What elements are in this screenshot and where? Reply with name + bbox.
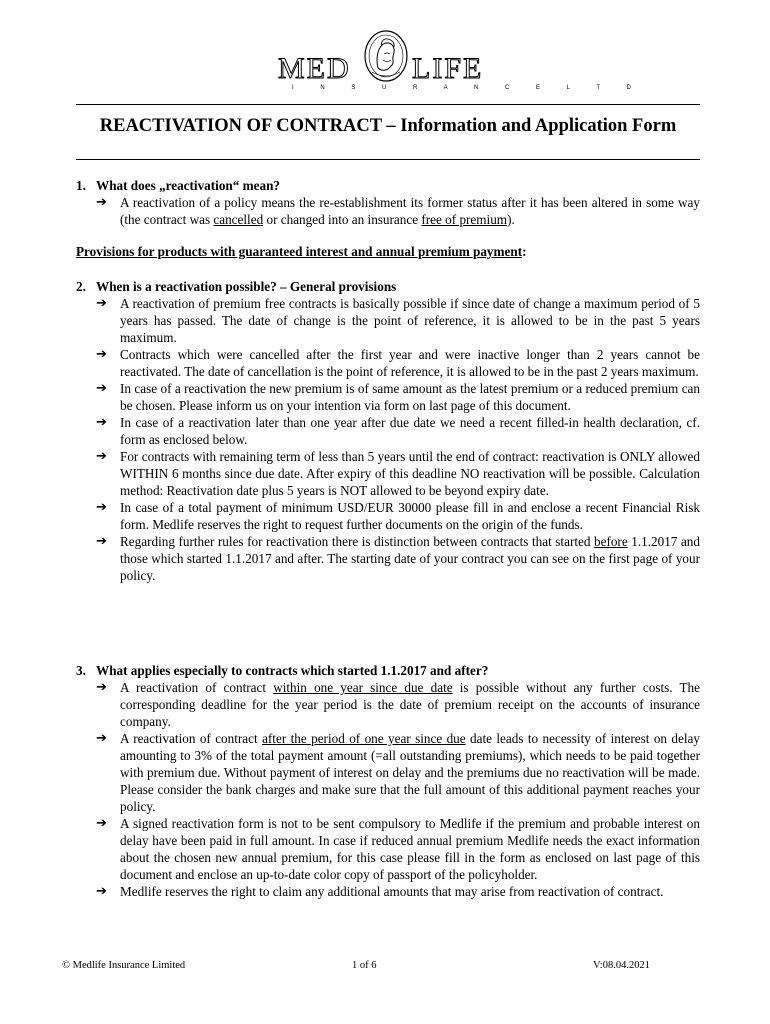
text-span: is possible without any further costs. The corresponding deadline for the year period is the date of premium receipt on the accounts of insurance company. bbox=[120, 680, 700, 729]
section-3-title: What applies especially to contracts which started 1.1.2017 and after? bbox=[96, 663, 489, 678]
provisions-text: Provisions for products with guaranteed interest and annual premium payment bbox=[76, 244, 523, 259]
list-item bbox=[76, 679, 700, 730]
list-item bbox=[76, 533, 700, 584]
provisions-heading bbox=[76, 243, 700, 260]
section-1-title: What does „reactivation“ mean? bbox=[96, 178, 281, 193]
text-span: A reactivation of a policy means the re-establishment its former status after it has been altered in some way (the contract was bbox=[120, 195, 700, 227]
text-span: Contracts which were cancelled after the first year and were inactive longer than 2 years cannot be reactivated. The date of cancellation is the point of reference, it is allowed to be in the past 2 years maximum. bbox=[120, 347, 700, 379]
text-span: A reactivation of contract bbox=[120, 731, 263, 746]
text-span: ). bbox=[507, 212, 515, 227]
text-span: A reactivation of contract bbox=[120, 680, 274, 695]
footer-version: V:08.04.2021 bbox=[593, 960, 650, 971]
list-item bbox=[76, 730, 700, 815]
logo-tagline: I N S U R A N C E L T D bbox=[292, 85, 644, 91]
underlined-text: before bbox=[594, 534, 628, 549]
section-1 bbox=[76, 177, 700, 228]
text-span: Medlife reserves the right to claim any additional amounts that may arise from reactivation of contract. bbox=[120, 884, 664, 899]
header-rule-bottom bbox=[76, 159, 700, 160]
list-item bbox=[76, 380, 700, 414]
list-item bbox=[76, 815, 700, 883]
arrow-right-icon: ➔ bbox=[96, 449, 107, 464]
arrow-right-icon: ➔ bbox=[96, 381, 107, 396]
text-span: For contracts with remaining term of less than 5 years until the end of contract: reactivation is ONLY allowed WITHIN 6 months since due date. After expiry of this deadline NO reactivation will be possible. Calculation method: Reactivation date plus 5 years is NOT allowed to be beyond expiry date. bbox=[120, 449, 700, 498]
arrow-right-icon: ➔ bbox=[96, 195, 107, 210]
text-span: or changed into an insurance bbox=[263, 212, 422, 227]
logo-text-right: LIFE bbox=[412, 52, 484, 85]
section-2 bbox=[76, 278, 700, 584]
text-span: Regarding further rules for reactivation there is distinction between contracts that started bbox=[120, 534, 594, 549]
underlined-text: within one year since due date bbox=[273, 680, 453, 695]
arrow-right-icon: ➔ bbox=[96, 534, 107, 549]
underlined-text: free of premium bbox=[421, 212, 508, 227]
section-3-heading bbox=[76, 662, 700, 679]
section-1-number: 1. bbox=[76, 178, 86, 193]
list-item bbox=[76, 194, 700, 228]
arrow-right-icon: ➔ bbox=[96, 816, 107, 831]
list-item bbox=[76, 448, 700, 499]
underlined-text: after the period of one year since due bbox=[262, 731, 466, 746]
section-2-title: When is a reactivation possible? – General provisions bbox=[96, 279, 397, 294]
medlife-logo bbox=[276, 28, 644, 96]
list-item bbox=[76, 499, 700, 533]
arrow-right-icon: ➔ bbox=[96, 731, 107, 746]
arrow-right-icon: ➔ bbox=[96, 296, 107, 311]
list-item bbox=[76, 346, 700, 380]
document-title: REACTIVATION OF CONTRACT – Information and Application Form bbox=[99, 116, 677, 136]
arrow-right-icon: ➔ bbox=[96, 500, 107, 515]
text-span: In case of a total payment of minimum USD/EUR 30000 please fill in and enclose a recent Financial Risk form. Medlife reserves the right to request further documents on the origin of the funds. bbox=[120, 500, 700, 532]
list-item bbox=[76, 883, 700, 900]
footer-page-number: 1 of 6 bbox=[352, 960, 377, 971]
text-span: In case of a reactivation later than one year after due date we need a recent filled-in health declaration, cf. form as enclosed below. bbox=[120, 415, 700, 447]
text-span: A signed reactivation form is not to be sent compulsory to Medlife if the premium and probable interest on delay have been paid in full amount. In case if reduced annual premium Medlife needs the exact information about the chosen new annual premium, for this case please fill in the form as enclosed on last page of this document and enclose an up-to-date color copy of passport of the policyholder. bbox=[120, 816, 700, 882]
medallion-seal-icon bbox=[362, 28, 410, 84]
arrow-right-icon: ➔ bbox=[96, 884, 107, 899]
text-span: A reactivation of premium free contracts is basically possible if since date of change a maximum period of 5 years has passed. The date of change is the point of reference, it is allowed to be in the past 5 years maximum. bbox=[120, 296, 700, 345]
section-3 bbox=[76, 662, 700, 900]
underlined-text: cancelled bbox=[213, 212, 264, 227]
section-2-number: 2. bbox=[76, 279, 86, 294]
arrow-right-icon: ➔ bbox=[96, 347, 107, 362]
section-1-heading bbox=[76, 177, 700, 194]
provisions-colon: : bbox=[522, 244, 527, 259]
arrow-right-icon: ➔ bbox=[96, 415, 107, 430]
text-span: date leads to necessity of interest on delay amounting to 3% of the total payment amount (=all outstanding premiums), which needs to be paid together with premium due. Without payment of interest on delay and the premiums due no reactivation will be made. Please consider the bank charges and make sure that the full amount of this additional payment reaches your policy. bbox=[120, 731, 700, 814]
header-rule-top bbox=[76, 104, 700, 105]
list-item bbox=[76, 414, 700, 448]
logo-text-left: MED bbox=[278, 52, 351, 85]
text-span: 1.1.2017 and those which started 1.1.2017 and after. The starting date of your contract you can see on the first page of your policy. bbox=[120, 534, 700, 583]
arrow-right-icon: ➔ bbox=[96, 680, 107, 695]
list-item bbox=[76, 295, 700, 346]
text-span: In case of a reactivation the new premium is of same amount as the latest premium or a reduced premium can be chosen. Please inform us on your intention via form on last page of this document. bbox=[120, 381, 700, 413]
footer-copyright: © Medlife Insurance Limited bbox=[62, 960, 186, 971]
section-2-heading bbox=[76, 278, 700, 295]
section-3-number: 3. bbox=[76, 663, 86, 678]
